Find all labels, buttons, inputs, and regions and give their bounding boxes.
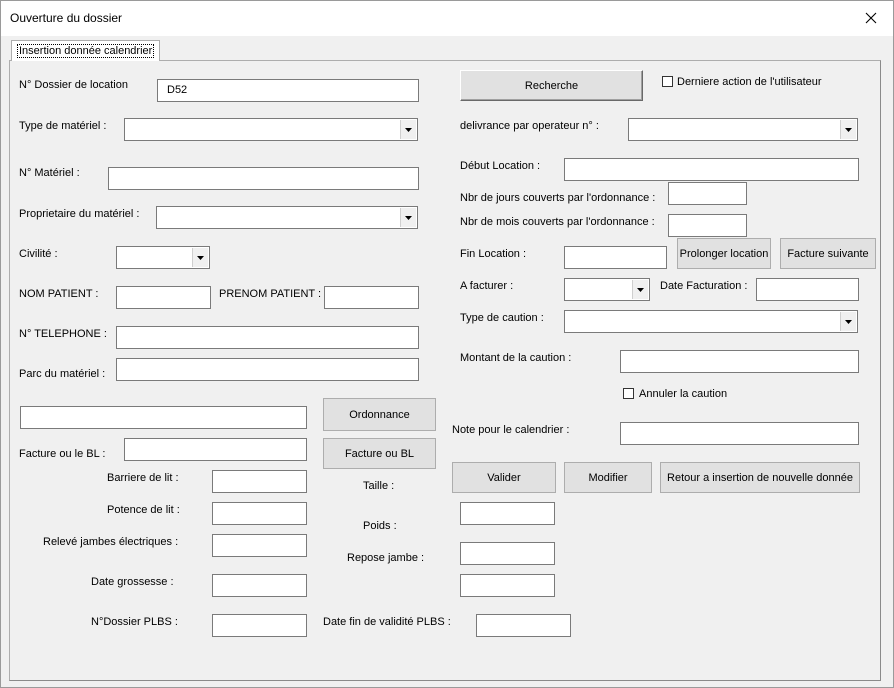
civilite-select[interactable] bbox=[116, 246, 210, 269]
facture-input[interactable] bbox=[124, 438, 307, 461]
dropdown-button[interactable] bbox=[400, 120, 416, 139]
mois-label: Nbr de mois couverts par l'ordonnance : bbox=[460, 216, 655, 228]
dropdown-button[interactable] bbox=[840, 120, 856, 139]
dossier-input[interactable]: D52 bbox=[157, 79, 419, 102]
releve-input[interactable] bbox=[212, 534, 307, 557]
montant-input[interactable] bbox=[620, 350, 859, 373]
a-facturer-label: A facturer : bbox=[460, 280, 514, 292]
releve-label: Relevé jambes électriques : bbox=[43, 536, 179, 548]
barriere-input[interactable] bbox=[212, 470, 307, 493]
chevron-down-icon bbox=[405, 128, 412, 132]
fin-input[interactable] bbox=[564, 246, 667, 269]
chevron-down-icon bbox=[637, 288, 644, 292]
validite-plbs-label: Date fin de validité PLBS : bbox=[323, 616, 451, 628]
derniere-action-label: Derniere action de l'utilisateur bbox=[677, 76, 822, 88]
facture-suivante-button[interactable]: Facture suivante bbox=[780, 238, 876, 269]
potence-input[interactable] bbox=[212, 502, 307, 525]
facture-bl-button[interactable]: Facture ou BL bbox=[323, 438, 436, 469]
delivrance-select[interactable] bbox=[628, 118, 858, 141]
jours-input[interactable] bbox=[668, 182, 747, 205]
barriere-label: Barriere de lit : bbox=[107, 472, 179, 484]
window-title: Ouverture du dossier bbox=[10, 11, 123, 25]
modifier-button[interactable]: Modifier bbox=[564, 462, 652, 493]
debut-label: Début Location : bbox=[460, 160, 541, 172]
retour-button[interactable]: Retour a insertion de nouvelle donnée bbox=[660, 462, 860, 493]
chevron-down-icon bbox=[845, 320, 852, 324]
num-materiel-input[interactable] bbox=[108, 167, 419, 190]
date-facturation-label: Date Facturation : bbox=[660, 280, 748, 292]
valider-button[interactable]: Valider bbox=[452, 462, 556, 493]
type-materiel-select[interactable] bbox=[124, 118, 418, 141]
mois-input[interactable] bbox=[668, 214, 747, 237]
close-icon bbox=[865, 12, 877, 24]
grossesse-input[interactable] bbox=[212, 574, 307, 597]
dossier-label: N° Dossier de location bbox=[19, 79, 128, 91]
type-caution-select[interactable] bbox=[564, 310, 858, 333]
repose-input[interactable] bbox=[460, 574, 555, 597]
dropdown-button[interactable] bbox=[632, 280, 648, 299]
prolonger-button[interactable]: Prolonger location bbox=[677, 238, 771, 269]
ordonnance-path-input[interactable] bbox=[20, 406, 307, 429]
prenom-input[interactable] bbox=[324, 286, 419, 309]
taille-label: Taille : bbox=[363, 480, 395, 492]
plbs-label: N°Dossier PLBS : bbox=[91, 616, 178, 628]
chevron-down-icon bbox=[405, 216, 412, 220]
annuler-caution-checkbox[interactable] bbox=[623, 388, 634, 399]
delivrance-label: delivrance par operateur n° : bbox=[460, 120, 599, 132]
potence-label: Potence de lit : bbox=[107, 504, 180, 516]
date-facturation-input[interactable] bbox=[756, 278, 859, 301]
taille-input[interactable] bbox=[460, 502, 555, 525]
repose-label: Repose jambe : bbox=[347, 552, 425, 564]
jours-label: Nbr de jours couverts par l'ordonnance : bbox=[460, 192, 656, 204]
poids-label: Poids : bbox=[363, 520, 397, 532]
debut-input[interactable] bbox=[564, 158, 859, 181]
note-label: Note pour le calendrier : bbox=[452, 424, 570, 436]
montant-label: Montant de la caution : bbox=[460, 352, 572, 364]
dropdown-button[interactable] bbox=[840, 312, 856, 331]
poids-input[interactable] bbox=[460, 542, 555, 565]
telephone-input[interactable] bbox=[116, 326, 419, 349]
telephone-label: N° TELEPHONE : bbox=[19, 328, 107, 340]
chevron-down-icon bbox=[845, 128, 852, 132]
plbs-input[interactable] bbox=[212, 614, 307, 637]
note-input[interactable] bbox=[620, 422, 859, 445]
derniere-action-checkbox[interactable] bbox=[662, 76, 673, 87]
grossesse-label: Date grossesse : bbox=[91, 576, 174, 588]
validite-plbs-input[interactable] bbox=[476, 614, 571, 637]
parc-label: Parc du matériel : bbox=[19, 368, 106, 380]
ordonnance-button[interactable]: Ordonnance bbox=[323, 398, 436, 431]
nom-label: NOM PATIENT : bbox=[19, 288, 99, 300]
proprietaire-select[interactable] bbox=[156, 206, 418, 229]
type-materiel-label: Type de matériel : bbox=[19, 120, 107, 132]
tab-insertion[interactable] bbox=[11, 40, 160, 61]
facture-label: Facture ou le BL : bbox=[19, 448, 106, 460]
civilite-label: Civilité : bbox=[19, 248, 58, 260]
title-bar bbox=[0, 0, 894, 36]
fin-label: Fin Location : bbox=[460, 248, 527, 260]
nom-input[interactable] bbox=[116, 286, 211, 309]
parc-input[interactable] bbox=[116, 358, 419, 381]
chevron-down-icon bbox=[197, 256, 204, 260]
prenom-label: PRENOM PATIENT : bbox=[219, 288, 322, 300]
num-materiel-label: N° Matériel : bbox=[19, 167, 80, 179]
recherche-button[interactable]: Recherche bbox=[460, 70, 643, 101]
a-facturer-select[interactable] bbox=[564, 278, 650, 301]
close-button[interactable] bbox=[848, 0, 894, 36]
tab-label: Insertion donnée calendrier bbox=[19, 45, 153, 57]
dropdown-button[interactable] bbox=[192, 248, 208, 267]
type-caution-label: Type de caution : bbox=[460, 312, 544, 324]
dropdown-button[interactable] bbox=[400, 208, 416, 227]
annuler-caution-label: Annuler la caution bbox=[639, 388, 728, 400]
proprietaire-label: Proprietaire du matériel : bbox=[19, 208, 140, 220]
